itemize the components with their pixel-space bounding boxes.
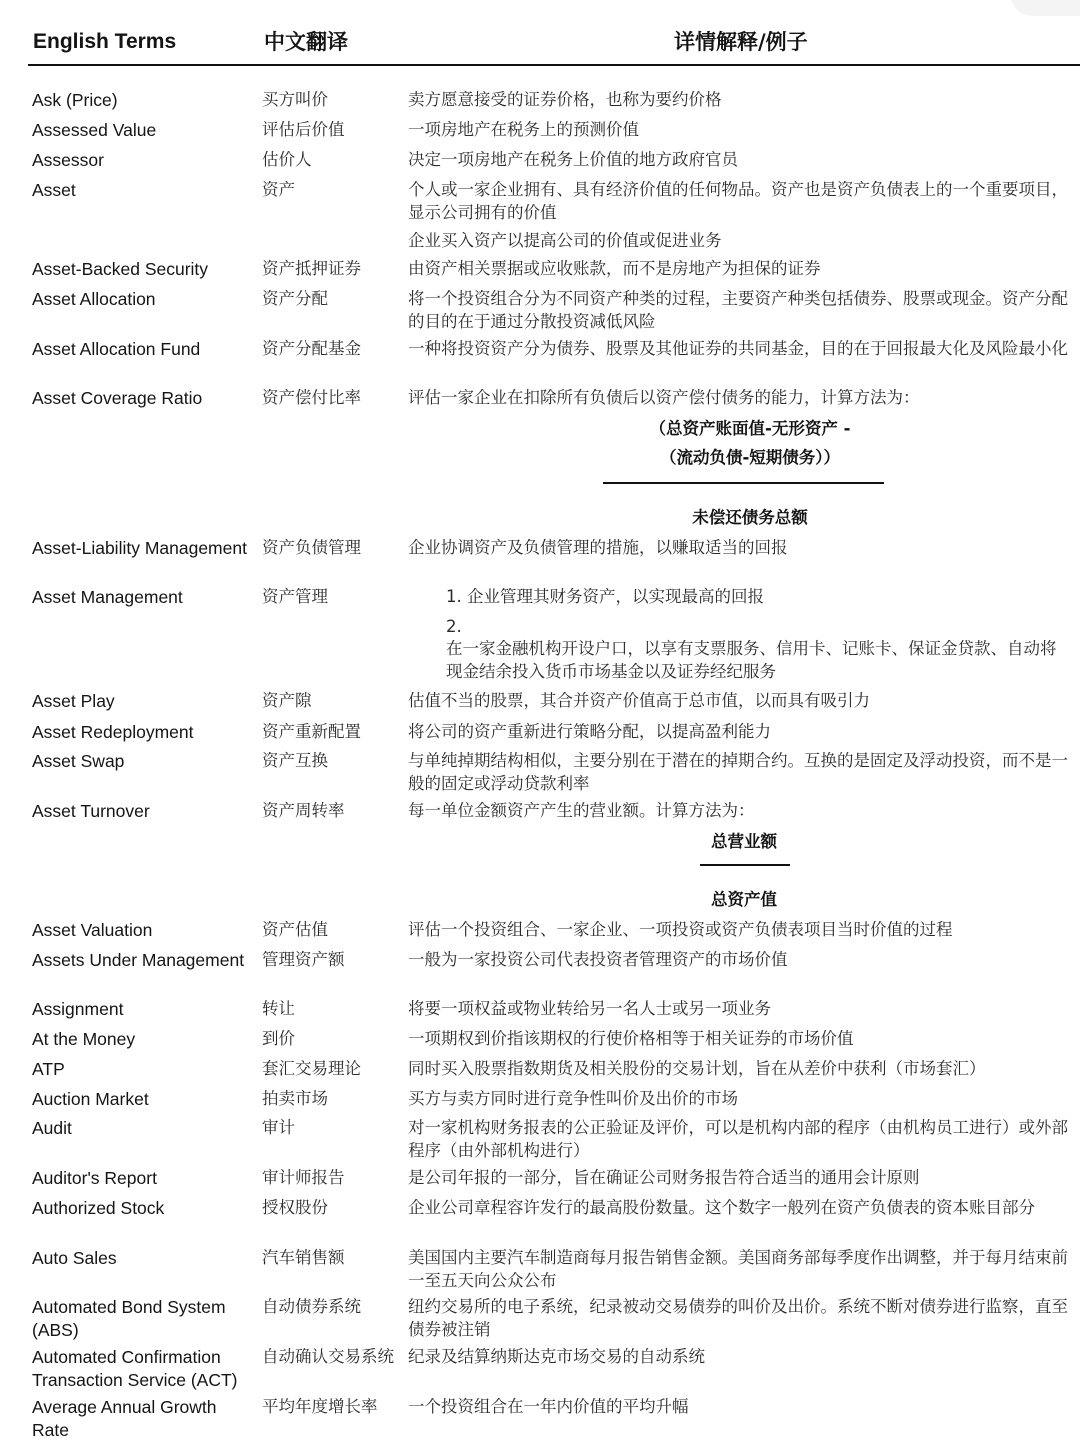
turnover-formula-fraction-line [700,864,790,866]
term-detail-extra: 企业买入资产以提高公司的价值或促进业务 [408,231,722,250]
term-detail: 评估一个投资组合、一家企业、一项投资或资产负债表项目当时价值的过程 [408,920,953,939]
term-english: Average Annual Growth Rate [32,1397,217,1440]
term-chinese: 资产隙 [262,691,312,710]
term-chinese: 资产重新配置 [262,722,361,741]
term-chinese: 自动确认交易系统 [262,1347,394,1366]
coverage-formula-numerator-2: （流动负债-短期债务）） [659,448,841,467]
term-english: Automated Confirmation Transaction Service (ACT) [32,1347,238,1390]
column-header-english: English Terms [33,30,177,53]
term-chinese: 资产互换 [262,751,328,770]
term-english: Asset Redeployment [32,722,194,742]
term-detail: 一种将投资资产分为债券、股票及其他证券的共同基金，目的在于回报最大化及风险最小化 [408,339,1068,358]
term-detail: 将公司的资产重新进行策略分配，以提高盈利能力 [408,722,771,741]
term-english: Asset Coverage Ratio [32,388,203,408]
term-english: Asset-Backed Security [32,259,209,279]
coverage-formula-fraction-line [603,482,884,484]
term-detail: 企业公司章程容许发行的最高股份数量。这个数字一般列在资产负债表的资本账目部分 [408,1198,1035,1217]
term-chinese: 套汇交易理论 [262,1059,361,1078]
term-chinese: 审计师报告 [262,1168,345,1187]
term-chinese: 平均年度增长率 [262,1397,378,1416]
term-detail: 美国国内主要汽车制造商每月报告销售金额。美国商务部每季度作出调整，并于每月结束前一至五天向公众公布 [408,1248,1068,1290]
term-chinese: 拍卖市场 [262,1089,328,1108]
asset-management-item-1: 1. 企业管理其财务资产，以实现最高的回报 [446,587,764,606]
term-english: Assets Under Management [32,950,245,970]
term-english: Auditor's Report [32,1168,157,1188]
term-detail: 一般为一家投资公司代表投资者管理资产的市场价值 [408,950,788,969]
term-chinese: 审计 [262,1118,295,1137]
term-english: Assessor [32,150,104,170]
term-chinese: 到价 [262,1029,295,1048]
term-chinese: 资产管理 [262,587,328,606]
term-english: Asset Management [32,587,183,607]
term-detail: 决定一项房地产在税务上价值的地方政府官员 [408,150,738,169]
term-chinese: 汽车销售额 [262,1248,345,1267]
term-english: Authorized Stock [32,1198,165,1218]
column-header-detail: 详情解释/例子 [674,30,808,54]
term-english: Asset-Liability Management [32,538,247,558]
term-detail: 个人或一家企业拥有、具有经济价值的任何物品。资产也是资产负债表上的一个重要项目，显示公司拥有的价值 [408,180,1068,222]
term-english: Asset Allocation [32,289,156,309]
term-chinese: 资产分配 [262,289,328,308]
term-chinese: 资产 [262,180,295,199]
table-header [28,0,1080,66]
term-english: At the Money [32,1029,136,1049]
term-detail: 与单纯掉期结构相似，主要分别在于潜在的掉期合约。互换的是固定及浮动投资，而不是一般的固定或浮动贷款利率 [408,751,1068,793]
term-chinese: 转让 [262,999,295,1018]
term-english: Asset Valuation [32,920,153,940]
term-detail: 将一个投资组合分为不同资产种类的过程，主要资产种类包括债券、股票或现金。资产分配的目的在于通过分散投资减低风险 [408,289,1068,331]
turnover-formula-numerator: 总营业额 [711,832,777,851]
asset-management-item-2-text: 在一家金融机构开设户口，以享有支票服务、信用卡、记账卡、保证金贷款、自动将现金结余投入货币市场基金以及证券经纪服务 [446,639,1057,681]
term-english: Audit [32,1118,72,1138]
term-chinese: 评估后价值 [262,120,345,139]
term-detail: 评估一家企业在扣除所有负债后以资产偿付债务的能力，计算方法为： [408,388,920,407]
term-english: Automated Bond System (ABS) [32,1297,226,1340]
coverage-formula-numerator-1: （总资产账面值-无形资产 - [649,419,851,438]
term-english: Asset Turnover [32,801,150,821]
term-chinese: 资产周转率 [262,801,345,820]
term-chinese: 资产分配基金 [262,339,361,358]
term-detail: 同时买入股票指数期货及相关股份的交易计划，旨在从差价中获利（市场套汇） [408,1059,986,1078]
term-detail: 纪录及结算纳斯达克市场交易的自动系统 [408,1347,705,1366]
term-english: Asset Swap [32,751,125,771]
term-detail: 每一单位金额资产产生的营业额。计算方法为： [408,801,755,820]
term-chinese: 授权股份 [262,1198,328,1217]
term-english: Asset [32,180,76,200]
coverage-formula-denominator: 未偿还债务总额 [692,508,808,527]
term-detail: 将要一项权益或物业转给另一名人士或另一项业务 [408,999,771,1018]
term-detail: 卖方愿意接受的证券价格，也称为要约价格 [408,90,722,109]
term-detail: 一项房地产在税务上的预测价值 [408,120,639,139]
term-chinese: 资产抵押证券 [262,259,361,278]
term-english: Asset Allocation Fund [32,339,201,359]
term-english: Auto Sales [32,1248,117,1268]
term-english: Asset Play [32,691,115,711]
term-detail: 对一家机构财务报表的公正验证及评价，可以是机构内部的程序（由机构员工进行）或外部程序（由外部机构进行） [408,1118,1068,1160]
term-detail-block [408,179,1068,253]
term-english: Assessed Value [32,120,157,140]
term-detail: 一项期权到价指该期权的行使价格相等于相关证券的市场价值 [408,1029,854,1048]
term-english: Auction Market [32,1089,149,1109]
term-english: Assignment [32,999,124,1019]
term-detail: 由资产相关票据或应收账款，而不是房地产为担保的证券 [408,259,821,278]
term-english: ATP [32,1059,65,1079]
term-english: Ask (Price) [32,90,118,110]
term-chinese: 管理资产额 [262,950,345,969]
term-detail: 估值不当的股票，其合并资产价值高于总市值，以而具有吸引力 [408,691,870,710]
term-chinese: 自动债券系统 [262,1297,361,1316]
term-detail: 是公司年报的一部分，旨在确证公司财务报告符合适当的通用会计原则 [408,1168,920,1187]
term-detail: 纽约交易所的电子系统，纪录被动交易债券的叫价及出价。系统不断对债券进行监察，直至债券被注销 [408,1297,1068,1339]
term-chinese: 买方叫价 [262,90,328,109]
column-header-chinese: 中文翻译 [264,30,348,54]
term-chinese: 估价人 [262,150,312,169]
term-detail: 一个投资组合在一年内价值的平均升幅 [408,1397,689,1416]
term-chinese: 资产估值 [262,920,328,939]
term-chinese: 资产偿付比率 [262,388,361,407]
term-chinese: 资产负债管理 [262,538,361,557]
asset-management-item-2-number: 2. [446,617,462,636]
term-detail: 买方与卖方同时进行竞争性叫价及出价的市场 [408,1089,738,1108]
term-detail: 企业协调资产及负债管理的措施，以赚取适当的回报 [408,538,788,557]
turnover-formula-denominator: 总资产值 [711,890,777,909]
